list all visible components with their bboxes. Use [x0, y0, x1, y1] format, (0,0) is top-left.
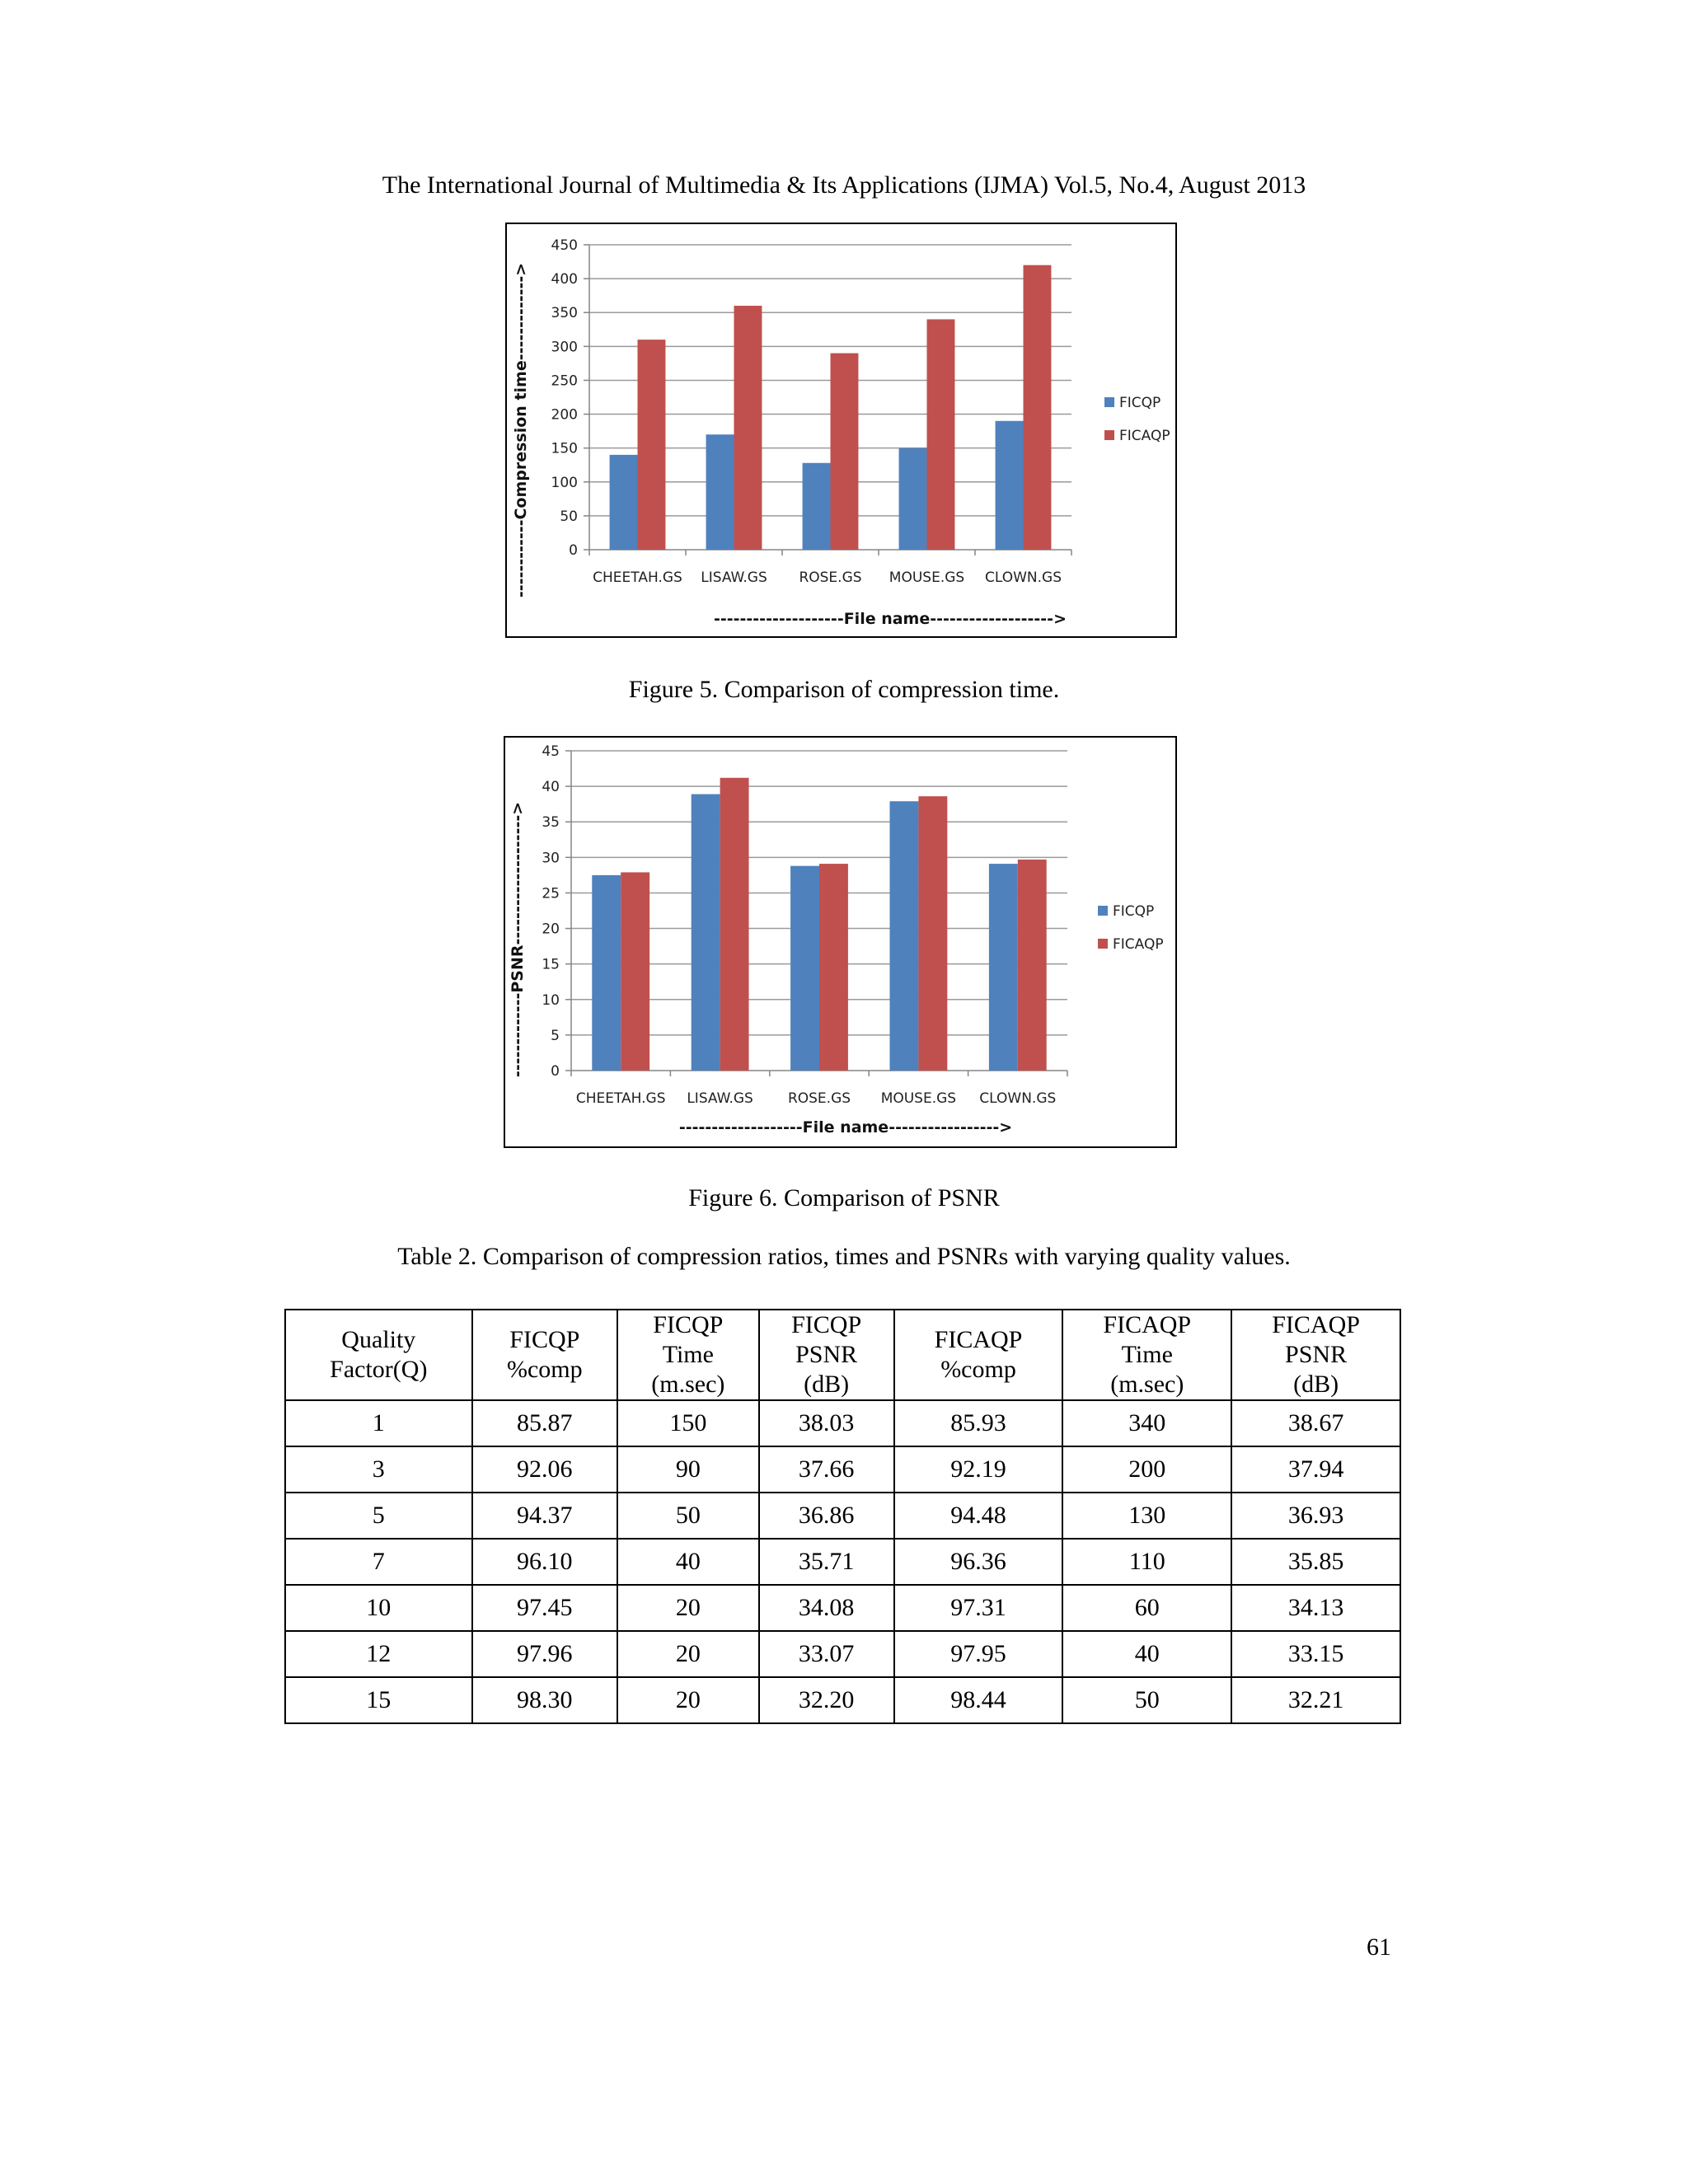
- y-tick-label: 250: [551, 373, 578, 390]
- column-header-line: PSNR: [795, 1341, 858, 1368]
- legend-label-ficqp: FICQP: [1113, 903, 1155, 920]
- column-header: [759, 1310, 894, 1400]
- table-cell: 150: [617, 1400, 759, 1446]
- bar-ficaqp-mouse-gs: [927, 319, 955, 550]
- y-tick-label: 15: [542, 956, 560, 973]
- legend-swatch-ficqp: [1098, 906, 1108, 916]
- legend-label-ficaqp: FICAQP: [1113, 936, 1164, 953]
- table-cell: 34.08: [759, 1585, 894, 1631]
- table-cell: 340: [1062, 1400, 1231, 1446]
- table-cell: 90: [617, 1446, 759, 1493]
- column-header: [617, 1310, 759, 1400]
- table-cell: 98.44: [894, 1677, 1063, 1723]
- y-tick-label: 10: [542, 991, 560, 1009]
- table-cell: 94.37: [472, 1493, 617, 1539]
- x-category-label: CLOWN.GS: [979, 1090, 1057, 1107]
- table-cell: 37.94: [1231, 1446, 1400, 1493]
- bar-ficaqp-lisaw-gs: [720, 778, 749, 1071]
- table-cell: 97.31: [894, 1585, 1063, 1631]
- table-cell: 60: [1062, 1585, 1231, 1631]
- x-category-label: CLOWN.GS: [984, 569, 1062, 586]
- table-cell: 96.10: [472, 1539, 617, 1585]
- column-header-line: FICAQP: [1272, 1311, 1360, 1338]
- column-header: [1062, 1310, 1231, 1400]
- table-cell: 35.85: [1231, 1539, 1400, 1585]
- table-cell: 92.06: [472, 1446, 617, 1493]
- x-axis-label: -------------------File name----------------->: [678, 1118, 1013, 1137]
- table-cell: 7: [285, 1539, 472, 1585]
- table-cell: 1: [285, 1400, 472, 1446]
- table-cell: 97.96: [472, 1631, 617, 1677]
- column-header-line: FICQP: [791, 1311, 862, 1338]
- column-header-line: FICQP: [653, 1311, 724, 1338]
- table-cell: 97.95: [894, 1631, 1063, 1677]
- bar-ficqp-mouse-gs: [899, 448, 927, 550]
- x-category-label: ROSE.GS: [787, 1090, 851, 1107]
- table-cell: 20: [617, 1585, 759, 1631]
- table-cell: 20: [617, 1677, 759, 1723]
- bar-ficaqp-cheetah-gs: [638, 340, 666, 550]
- table-cell: 33.07: [759, 1631, 894, 1677]
- table-cell: 37.66: [759, 1446, 894, 1493]
- table-cell: 34.13: [1231, 1585, 1400, 1631]
- figure-6-frame: [504, 736, 1177, 1148]
- table-cell: 85.87: [472, 1400, 617, 1446]
- bar-ficaqp-mouse-gs: [918, 796, 947, 1071]
- column-header: [285, 1310, 472, 1400]
- legend-swatch-ficqp: [1104, 397, 1114, 407]
- table-cell: 110: [1062, 1539, 1231, 1585]
- x-category-label: CHEETAH.GS: [593, 569, 682, 586]
- table-row: [285, 1677, 1400, 1723]
- table-body: [285, 1400, 1400, 1723]
- table-cell: 38.03: [759, 1400, 894, 1446]
- y-tick-label: 200: [551, 406, 578, 424]
- page-number: 61: [1367, 1933, 1391, 1961]
- table-cell: 38.67: [1231, 1400, 1400, 1446]
- column-header: [1231, 1310, 1400, 1400]
- y-axis-label: -------------PSNR-------------------->: [509, 801, 527, 1078]
- table-cell: 40: [1062, 1631, 1231, 1677]
- table-cell: 50: [1062, 1677, 1231, 1723]
- x-category-label: MOUSE.GS: [880, 1090, 957, 1107]
- y-tick-label: 150: [551, 440, 578, 457]
- table-cell: 15: [285, 1677, 472, 1723]
- column-header-line: FICQP: [509, 1326, 580, 1353]
- table-row: [285, 1493, 1400, 1539]
- table-cell: 85.93: [894, 1400, 1063, 1446]
- table-cell: 98.30: [472, 1677, 617, 1723]
- y-tick-label: 5: [551, 1027, 560, 1044]
- column-header-line: %comp: [506, 1356, 583, 1383]
- bar-ficqp-clown-gs: [989, 864, 1018, 1071]
- bar-ficaqp-cheetah-gs: [621, 872, 649, 1071]
- bar-ficqp-cheetah-gs: [610, 455, 638, 550]
- bar-ficqp-rose-gs: [803, 463, 831, 550]
- y-tick-label: 450: [551, 237, 578, 254]
- table-cell: 35.71: [759, 1539, 894, 1585]
- bar-ficqp-lisaw-gs: [706, 434, 734, 550]
- column-header-line: Quality: [341, 1326, 416, 1353]
- legend-swatch-ficaqp: [1104, 430, 1114, 440]
- column-header-line: FICAQP: [934, 1326, 1023, 1353]
- bar-ficaqp-rose-gs: [819, 864, 848, 1071]
- y-axis-label: ------------Compression time------------->: [512, 262, 530, 598]
- x-category-label: MOUSE.GS: [889, 569, 965, 586]
- legend-label-ficaqp: FICAQP: [1119, 428, 1170, 444]
- table-cell: 5: [285, 1493, 472, 1539]
- table-row: [285, 1631, 1400, 1677]
- column-header-line: (m.sec): [651, 1371, 725, 1398]
- table-cell: 40: [617, 1539, 759, 1585]
- table-cell: 3: [285, 1446, 472, 1493]
- bar-ficqp-rose-gs: [790, 866, 819, 1071]
- table-cell: 50: [617, 1493, 759, 1539]
- x-category-label: LISAW.GS: [687, 1090, 753, 1107]
- bar-ficaqp-rose-gs: [831, 354, 859, 550]
- table-header-row: [285, 1310, 1400, 1400]
- table-cell: 92.19: [894, 1446, 1063, 1493]
- x-category-label: CHEETAH.GS: [575, 1090, 666, 1107]
- column-header-line: (dB): [804, 1371, 850, 1398]
- table-cell: 36.86: [759, 1493, 894, 1539]
- y-tick-label: 30: [542, 850, 560, 867]
- table-row: [285, 1539, 1400, 1585]
- psnr-chart: [505, 738, 1175, 1146]
- table-row: [285, 1400, 1400, 1446]
- table-2-caption: Table 2. Comparison of compression ratios, times and PSNRs with varying quality values.: [397, 1243, 1291, 1270]
- table-cell: 12: [285, 1631, 472, 1677]
- column-header-line: Time: [1121, 1341, 1173, 1368]
- table-row: [285, 1585, 1400, 1631]
- x-category-label: ROSE.GS: [799, 569, 862, 586]
- legend-swatch-ficaqp: [1098, 939, 1108, 949]
- y-tick-label: 300: [551, 339, 578, 356]
- table-row: [285, 1446, 1400, 1493]
- table-cell: 32.21: [1231, 1677, 1400, 1723]
- y-tick-label: 100: [551, 474, 578, 491]
- table-cell: 97.45: [472, 1585, 617, 1631]
- x-axis-label: --------------------File name------------------->: [713, 610, 1067, 628]
- figure-5-frame: [505, 223, 1177, 638]
- legend-label-ficqp: FICQP: [1119, 395, 1161, 411]
- bar-ficaqp-clown-gs: [1018, 860, 1047, 1071]
- y-tick-label: 50: [560, 508, 578, 525]
- table-cell: 96.36: [894, 1539, 1063, 1585]
- y-tick-label: 350: [551, 305, 578, 322]
- table-cell: 32.20: [759, 1677, 894, 1723]
- table-cell: 130: [1062, 1493, 1231, 1539]
- column-header-line: (dB): [1293, 1371, 1339, 1398]
- y-tick-label: 0: [551, 1063, 560, 1080]
- table-cell: 200: [1062, 1446, 1231, 1493]
- column-header-line: Time: [662, 1341, 714, 1368]
- y-tick-label: 40: [542, 779, 560, 796]
- y-tick-label: 0: [569, 542, 578, 559]
- figure-6-caption: Figure 6. Comparison of PSNR: [688, 1184, 1000, 1212]
- y-tick-label: 25: [542, 885, 560, 902]
- table-cell: 10: [285, 1585, 472, 1631]
- x-category-label: LISAW.GS: [701, 569, 767, 586]
- comparison-table: [284, 1309, 1401, 1724]
- y-tick-label: 20: [542, 921, 560, 938]
- column-header-line: FICAQP: [1103, 1311, 1192, 1338]
- table-cell: 33.15: [1231, 1631, 1400, 1677]
- bar-ficqp-cheetah-gs: [592, 875, 621, 1071]
- y-tick-label: 35: [542, 814, 560, 832]
- bar-ficqp-lisaw-gs: [692, 794, 720, 1071]
- column-header-line: PSNR: [1285, 1341, 1348, 1368]
- column-header-line: %comp: [940, 1356, 1016, 1383]
- compression-time-chart: [507, 224, 1175, 636]
- column-header-line: Factor(Q): [330, 1356, 428, 1383]
- table-cell: 20: [617, 1631, 759, 1677]
- bar-ficqp-mouse-gs: [889, 801, 918, 1071]
- figure-5-caption: Figure 5. Comparison of compression time.: [628, 676, 1060, 703]
- table-cell: 94.48: [894, 1493, 1063, 1539]
- running-header: The International Journal of Multimedia & Its Applications (IJMA) Vol.5, No.4, August 2013: [382, 171, 1306, 199]
- y-tick-label: 400: [551, 271, 578, 288]
- column-header-line: (m.sec): [1110, 1371, 1184, 1398]
- bar-ficqp-clown-gs: [996, 421, 1024, 550]
- column-header: [472, 1310, 617, 1400]
- bar-ficaqp-lisaw-gs: [734, 306, 762, 550]
- column-header: [894, 1310, 1063, 1400]
- y-tick-label: 45: [542, 743, 560, 760]
- bar-ficaqp-clown-gs: [1024, 265, 1052, 550]
- table-cell: 36.93: [1231, 1493, 1400, 1539]
